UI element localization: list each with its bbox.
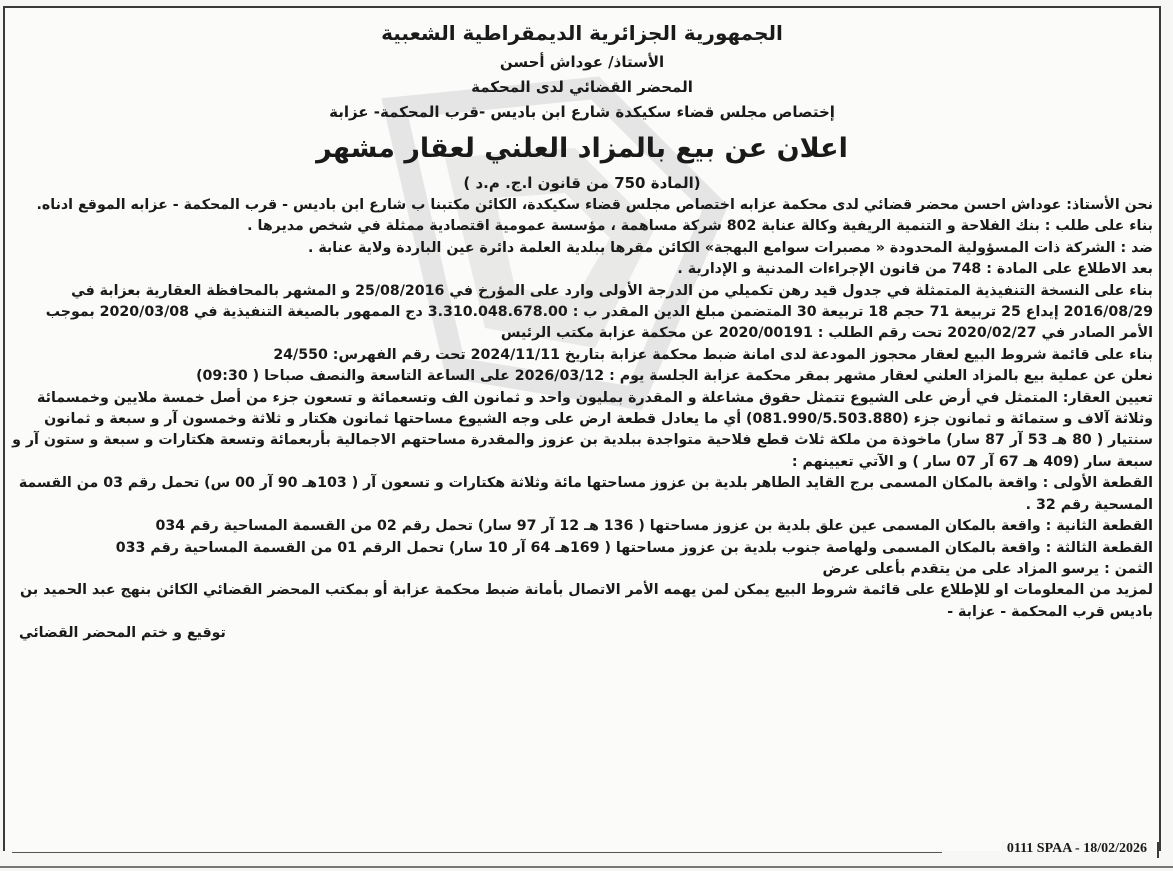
paragraph-parcel-3: القطعة الثالثة : واقعة بالمكان المسمى ولهاصة جنوب بلدية بن عزوز مساحتها ( 169هـ 64 آر 10 سار) تحمل الرقم 01 من القسمة المساحية رقم 033 — [115, 539, 1153, 556]
paragraph-contact: لمزيد من المعلومات او للإطلاع على قائمة شروط البيع يمكن لمن يهمه الأمر الاتصال بأمانة ضبط محكمة عزابة أو بمكتب المحضر القضائي الكائن بنهج عبد الحميد بن باديس قرب المحكمة - عزابة - — [20, 582, 1153, 620]
paragraph-legal-basis: بعد الاطلاع على المادة : 748 من قانون الإجراءات المدنية و الإدارية . — [677, 261, 1153, 278]
paragraph-parcel-1: القطعة الأولى : واقعة بالمكان المسمى برج القايد الطاهر بلدية بن عزوز مساحتها مائة وثلاثة هكتارات و تسعون آر ( 103هـ 90 آر 00 س) تحمل رقم 03 من القسمة المسحية رقم 32 . — [18, 475, 1153, 513]
publication-reference: 0111 SPAA - 18/02/2026 — [1001, 841, 1153, 857]
footer-rule — [12, 852, 942, 853]
legal-article-reference: (المادة 750 من قانون ا.ج. م.د ) — [463, 174, 701, 192]
bailiff-name: الأستاذ/ عوداش أحسن — [499, 53, 665, 71]
box-corner — [1157, 842, 1159, 858]
paragraph-auction-date: نعلن عن عملية بيع بالمزاد العلني لعقار مشهر بمقر محكمة عزابة الجلسة يوم : 2026/03/12 على الساعة التاسعة والنصف صباحا ( 09:30) — [196, 368, 1153, 385]
paragraph-defendant: ضد : الشركة ذات المسؤولية المحدودة « مصبرات سوامع البهجة» الكائن مقرها ببلدية العلمة دائرة عين الباردة ولاية عنابة . — [308, 239, 1153, 256]
notice-content — [5, 16, 1159, 645]
legal-notice-box — [3, 6, 1161, 851]
paragraph-sale-conditions: بناء على قائمة شروط البيع لعقار محجوز المودعة لدى امانة ضبط محكمة عزابة بتاريخ 2024/11/11 تحت رقم الفهرس: 24/550 — [273, 346, 1153, 363]
jurisdiction-line: إختصاص مجلس قضاء سكيكدة شارع ابن باديس -قرب المحكمة- عزابة — [329, 103, 835, 121]
notice-title: اعلان عن بيع بالمزاد العلني لعقار مشهر — [316, 133, 848, 164]
paragraph-intro: نحن الأستاذ: عوداش احسن محضر قضائي لدى محكمة عزابه اختصاص مجلس قضاء سكيكدة، الكائن مكتبنا ب شارع ابن باديس - قرب المحكمة - عزابه الموقع ادناه. — [36, 197, 1153, 213]
paragraph-requester: بناء على طلب : بنك الفلاحة و التنمية الريفية وكالة عنابة 802 شركة مساهمة ، مؤسسة عمومية اقتصادية ممثلة في شخص مديرها . — [247, 218, 1153, 235]
republic-heading: الجمهورية الجزائرية الديمقراطية الشعبية — [381, 21, 783, 45]
bailiff-role: المحضر القضائي لدى المحكمة — [471, 78, 693, 96]
paragraph-enforcement-title: بناء على النسخة التنفيذية المتمثلة في جدول قيد رهن تكميلي من الدرجة الأولى وارد على المؤرخ في 25/08/2016 و المشهر بالمحافظة العقارية بعزابة في 2016/08/29 إيداع 25 تربيعة 71 حجم 18 تربيعة 30 المتضمن مبلغ الدين المقدر ب : 3.310.048.678.00 دج الممهور بالصيغة التنفيذية في 2020/03/08 بموجب الأمر الصادر في 2020/02/27 تحت رقم الطلب : 2020/00191 عن محكمة عزابة مكتب الرئيس — [45, 282, 1153, 342]
notice-body — [11, 195, 1153, 645]
signature-line: توقيع و ختم المحضر القضائي — [19, 625, 226, 642]
page-bottom-rule — [0, 866, 1173, 868]
paragraph-price: الثمن : يرسو المزاد على من يتقدم بأعلى عرض — [822, 560, 1153, 577]
paragraph-property-description: تعيين العقار: المتمثل في أرض على الشيوع تتمثل حقوق مشاعلة و المقدرة بمليون واحد و ثمانون الف وتسعمائة و تسعون جزء من أصل خمسة ملايين وخمسمائة وثلاثة آلاف و ستمائة و ثمانون جزء (081.990/5.503.880) أي ما يعادل قطعة ارض على وجه الشيوع مساحتها ثمانون هكتار و ثلاثة وخمسون آر و سبعة و ثمانون سنتيار ( 80 هـ 53 آر 87 سار) ماخوذة من ملكة ثلاث قطع فلاحية متواجدة ببلدية بن عزوز والمقدرة مساحتهم الاجمالية بأربعمائة وتسعة هكتارات و سبعة و ستون آر و سبعة سار (409 هـ 67 آر 07 سار ) و الآتي تعيينهم : — [12, 389, 1153, 470]
paragraph-parcel-2: القطعة الثانية : واقعة بالمكان المسمى عين علق بلدية بن عزوز مساحتها ( 136 هـ 12 آر 97 سار) تحمل رقم 02 من القسمة المساحية رقم 034 — [155, 518, 1153, 535]
